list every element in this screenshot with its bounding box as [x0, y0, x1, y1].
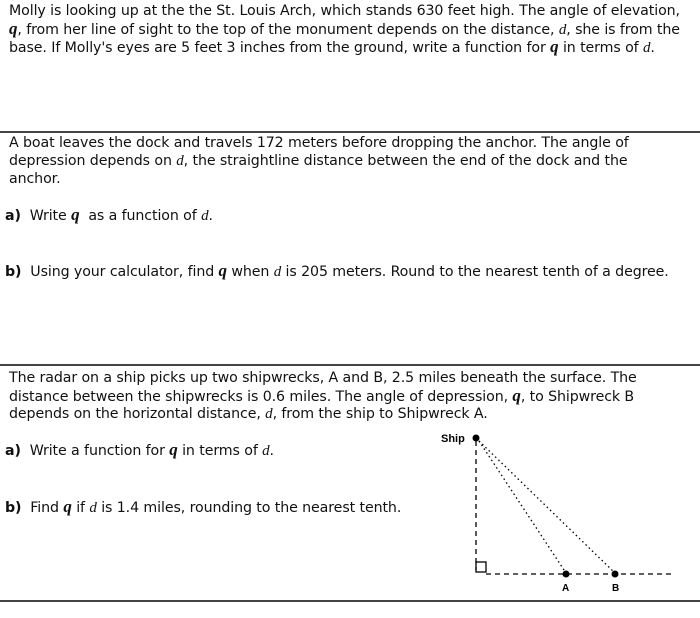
d-variable: d: [201, 208, 209, 224]
d-variable: d: [273, 264, 282, 280]
part-a-text2: in terms of: [182, 443, 258, 459]
part-a-end: .: [269, 443, 274, 459]
part-a-label: a): [5, 208, 21, 224]
problem1-text-2a: , from her line of sight to the top of the monument depends on the distance,: [17, 22, 555, 38]
part-b-text: Find: [30, 500, 59, 516]
problem3-text-3b: , from the ship to Shipwreck A.: [272, 406, 488, 422]
problem2-text-1: A boat leaves the dock and travels 172 meters before dropping the anchor. The angle of: [9, 135, 629, 151]
part-b-label: b): [5, 264, 22, 280]
shipwreck-a-point: [563, 571, 570, 578]
d-variable: d: [262, 443, 270, 459]
d-variable: d: [89, 500, 97, 516]
problem3-text-3a: depends on the horizontal distance,: [9, 406, 261, 422]
d-variable: d: [176, 153, 184, 169]
theta-variable: q: [169, 440, 178, 459]
part-b-text: Using your calculator, find: [30, 264, 215, 280]
shipwreck-a-label: A: [562, 583, 570, 594]
theta-variable: q: [63, 497, 72, 516]
problem3-text-2b: , to Shipwreck B: [520, 389, 635, 405]
right-angle-marker: [476, 562, 486, 572]
d-variable: d: [265, 406, 273, 422]
theta-variable: q: [9, 19, 18, 38]
part-b-label: b): [5, 500, 22, 516]
part-a-label: a): [5, 443, 21, 459]
problem3-text-2a: distance between the shipwrecks is 0.6 miles. The angle of depression,: [9, 389, 508, 405]
problem3-text-1: The radar on a ship picks up two shipwrecks, A and B, 2.5 miles beneath the surface. The: [9, 370, 637, 386]
theta-variable: q: [218, 261, 227, 280]
part-b-text3: is 205 meters. Round to the nearest tenth of a degree.: [285, 264, 669, 280]
part-b-text3: is 1.4 miles, rounding to the nearest tenth.: [101, 500, 402, 516]
part-b-text2: if: [76, 500, 85, 516]
shipwreck-b-point: [612, 571, 619, 578]
d-variable: d: [642, 40, 651, 56]
line-of-sight-b: [479, 441, 615, 573]
problem2-text-2a: depression depends on: [9, 153, 172, 169]
part-b-text2: when: [231, 264, 270, 280]
ship-point: [473, 435, 480, 442]
problem1-text-3a: base. If Molly's eyes are 5 feet 3 inches from the ground, write a function for: [9, 40, 546, 56]
problem1-text-3b: in terms of: [562, 40, 639, 56]
shipwreck-b-label: B: [612, 583, 620, 594]
problem2-text-2b: , the straightline distance between the end of the dock and the: [183, 153, 628, 169]
ship-label: Ship: [441, 433, 465, 445]
problem2-text-3: anchor.: [9, 171, 61, 187]
part-a-text2: as a function of: [88, 208, 197, 224]
d-variable: d: [558, 22, 567, 38]
divider-3: [0, 600, 700, 602]
theta-variable: q: [71, 205, 80, 224]
problem1-text-3c: .: [650, 40, 655, 56]
part-a-text: Write: [29, 208, 67, 224]
line-of-sight-a: [479, 441, 566, 573]
problem1-text-1: Molly is looking up at the the St. Louis Arch, which stands 630 feet high. The angle of elevation,: [9, 3, 680, 19]
theta-variable: q: [550, 37, 559, 56]
part-a-end: .: [208, 208, 213, 224]
part-a-text: Write a function for: [29, 443, 165, 459]
theta-variable: q: [512, 386, 521, 405]
problem1-text-2b: , she is from the: [566, 22, 680, 38]
